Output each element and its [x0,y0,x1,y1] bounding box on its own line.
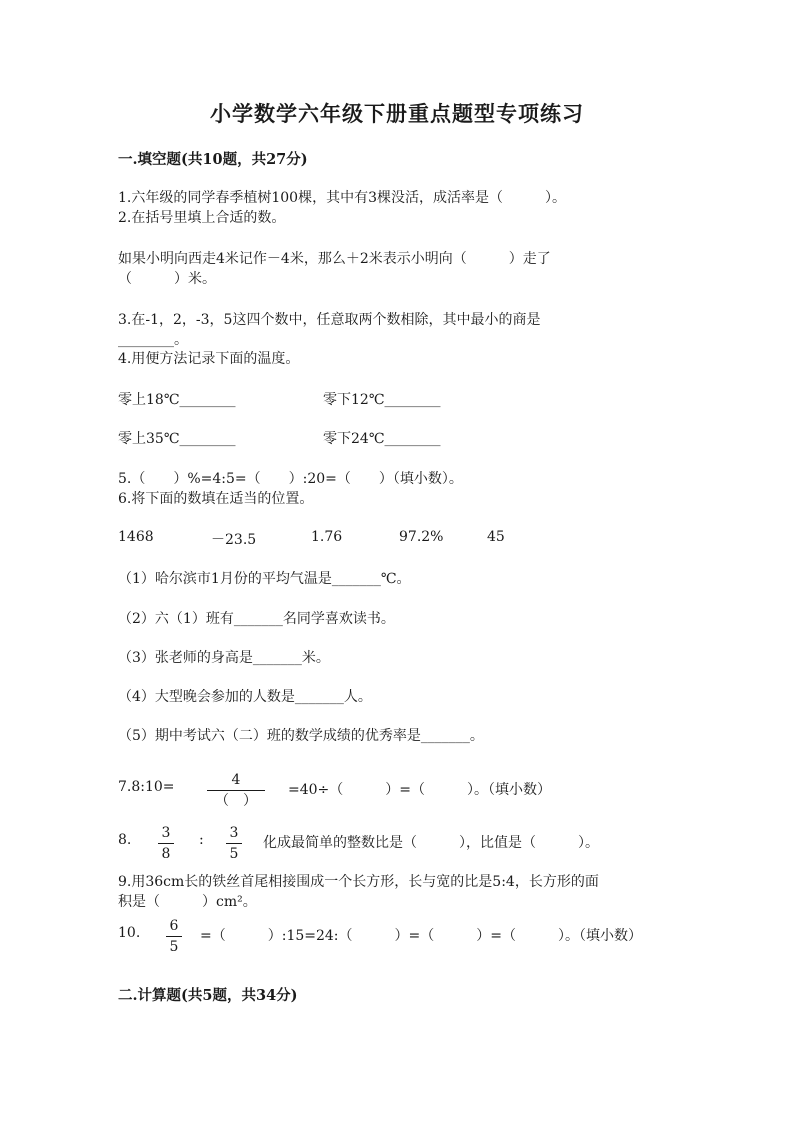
question-2-line-2: （ ）米。 [118,271,216,287]
question-9-line-1: 9.用36cm长的铁丝首尾相接围成一个长方形，长与宽的比是5:4，长方形的面 [118,874,599,890]
question-8-fraction-2 [226,824,242,863]
section-heading-calculation: 二.计算题(共5题，共34分) [118,987,298,1004]
question-6-number: 1468 [118,529,154,545]
section-heading-fill-in: 一.填空题(共10题，共27分) [118,151,308,168]
question-1: 1.六年级的同学春季植树100棵，其中有3棵没活，成活率是（ ）。 [118,190,566,206]
question-9-line-2: 积是（ ）cm²。 [118,894,257,910]
fraction-denominator: 5 [169,939,179,955]
question-4-item-a: 零上18℃________ [118,392,236,408]
fraction-denominator: 8 [161,846,171,862]
question-7-prefix: 7.8:10= [118,779,175,795]
fraction-numerator: 6 [169,918,179,934]
question-2-stem: 2.在括号里填上合适的数。 [118,210,286,226]
question-4-item-d: 零下24℃________ [323,431,441,447]
fraction-bar [207,790,265,791]
question-6-sub-5: （5）期中考试六（二）班的数学成绩的优秀率是_______。 [118,728,484,744]
question-4-item-b: 零下12℃________ [323,392,441,408]
fraction-bar [166,936,182,937]
question-5: 5.（ ）%=4:5=（ ）:20=（ ）（填小数）。 [118,471,463,487]
question-10-fraction [166,917,182,956]
question-10-number: 10. [118,925,141,941]
question-3-line-1: 3.在-1，2，-3，5这四个数中，任意取两个数相除，其中最小的商是 [118,312,541,328]
question-6-sub-1: （1）哈尔滨市1月份的平均气温是_______℃。 [118,571,411,587]
question-8-number: 8. [118,832,132,848]
fraction-numerator: 4 [231,772,241,788]
question-6-number: 97.2% [399,529,444,545]
fraction-bar [226,843,242,844]
fraction-denominator: 5 [229,846,239,862]
question-6-sub-2: （2）六（1）班有_______名同学喜欢读书。 [118,611,395,627]
question-6-number: －23.5 [211,532,257,548]
question-8-fraction-1 [158,824,174,863]
fraction-numerator: 3 [229,825,239,841]
question-3-line-2: ________。 [118,332,188,348]
fraction-numerator: 3 [161,825,171,841]
question-10-suffix: =（ ）:15=24:（ ）=（ ）=（ ）。（填小数） [200,928,642,944]
question-4-stem: 4.用便方法记录下面的温度。 [118,351,300,367]
question-6-stem: 6.将下面的数填在适当的位置。 [118,491,314,507]
question-7-suffix: =40÷（ ）=（ ）。（填小数） [288,782,552,798]
question-8-suffix: 化成最简单的整数比是（ ），比值是（ ）。 [263,835,599,851]
question-6-number: 45 [487,529,505,545]
page-title: 小学数学六年级下册重点题型专项练习 [210,101,584,126]
question-6-number: 1.76 [311,529,343,545]
question-8-colon: : [199,832,204,848]
question-7-fraction [207,771,265,810]
fraction-denominator: （ ） [215,793,257,809]
question-4-item-c: 零上35℃________ [118,431,236,447]
fraction-bar [158,843,174,844]
question-6-sub-4: （4）大型晚会参加的人数是_______人。 [118,689,372,705]
question-2-line-1: 如果小明向西走4米记作－4米，那么＋2米表示小明向（ ）走了 [118,251,551,267]
question-6-sub-3: （3）张老师的身高是_______米。 [118,650,330,666]
